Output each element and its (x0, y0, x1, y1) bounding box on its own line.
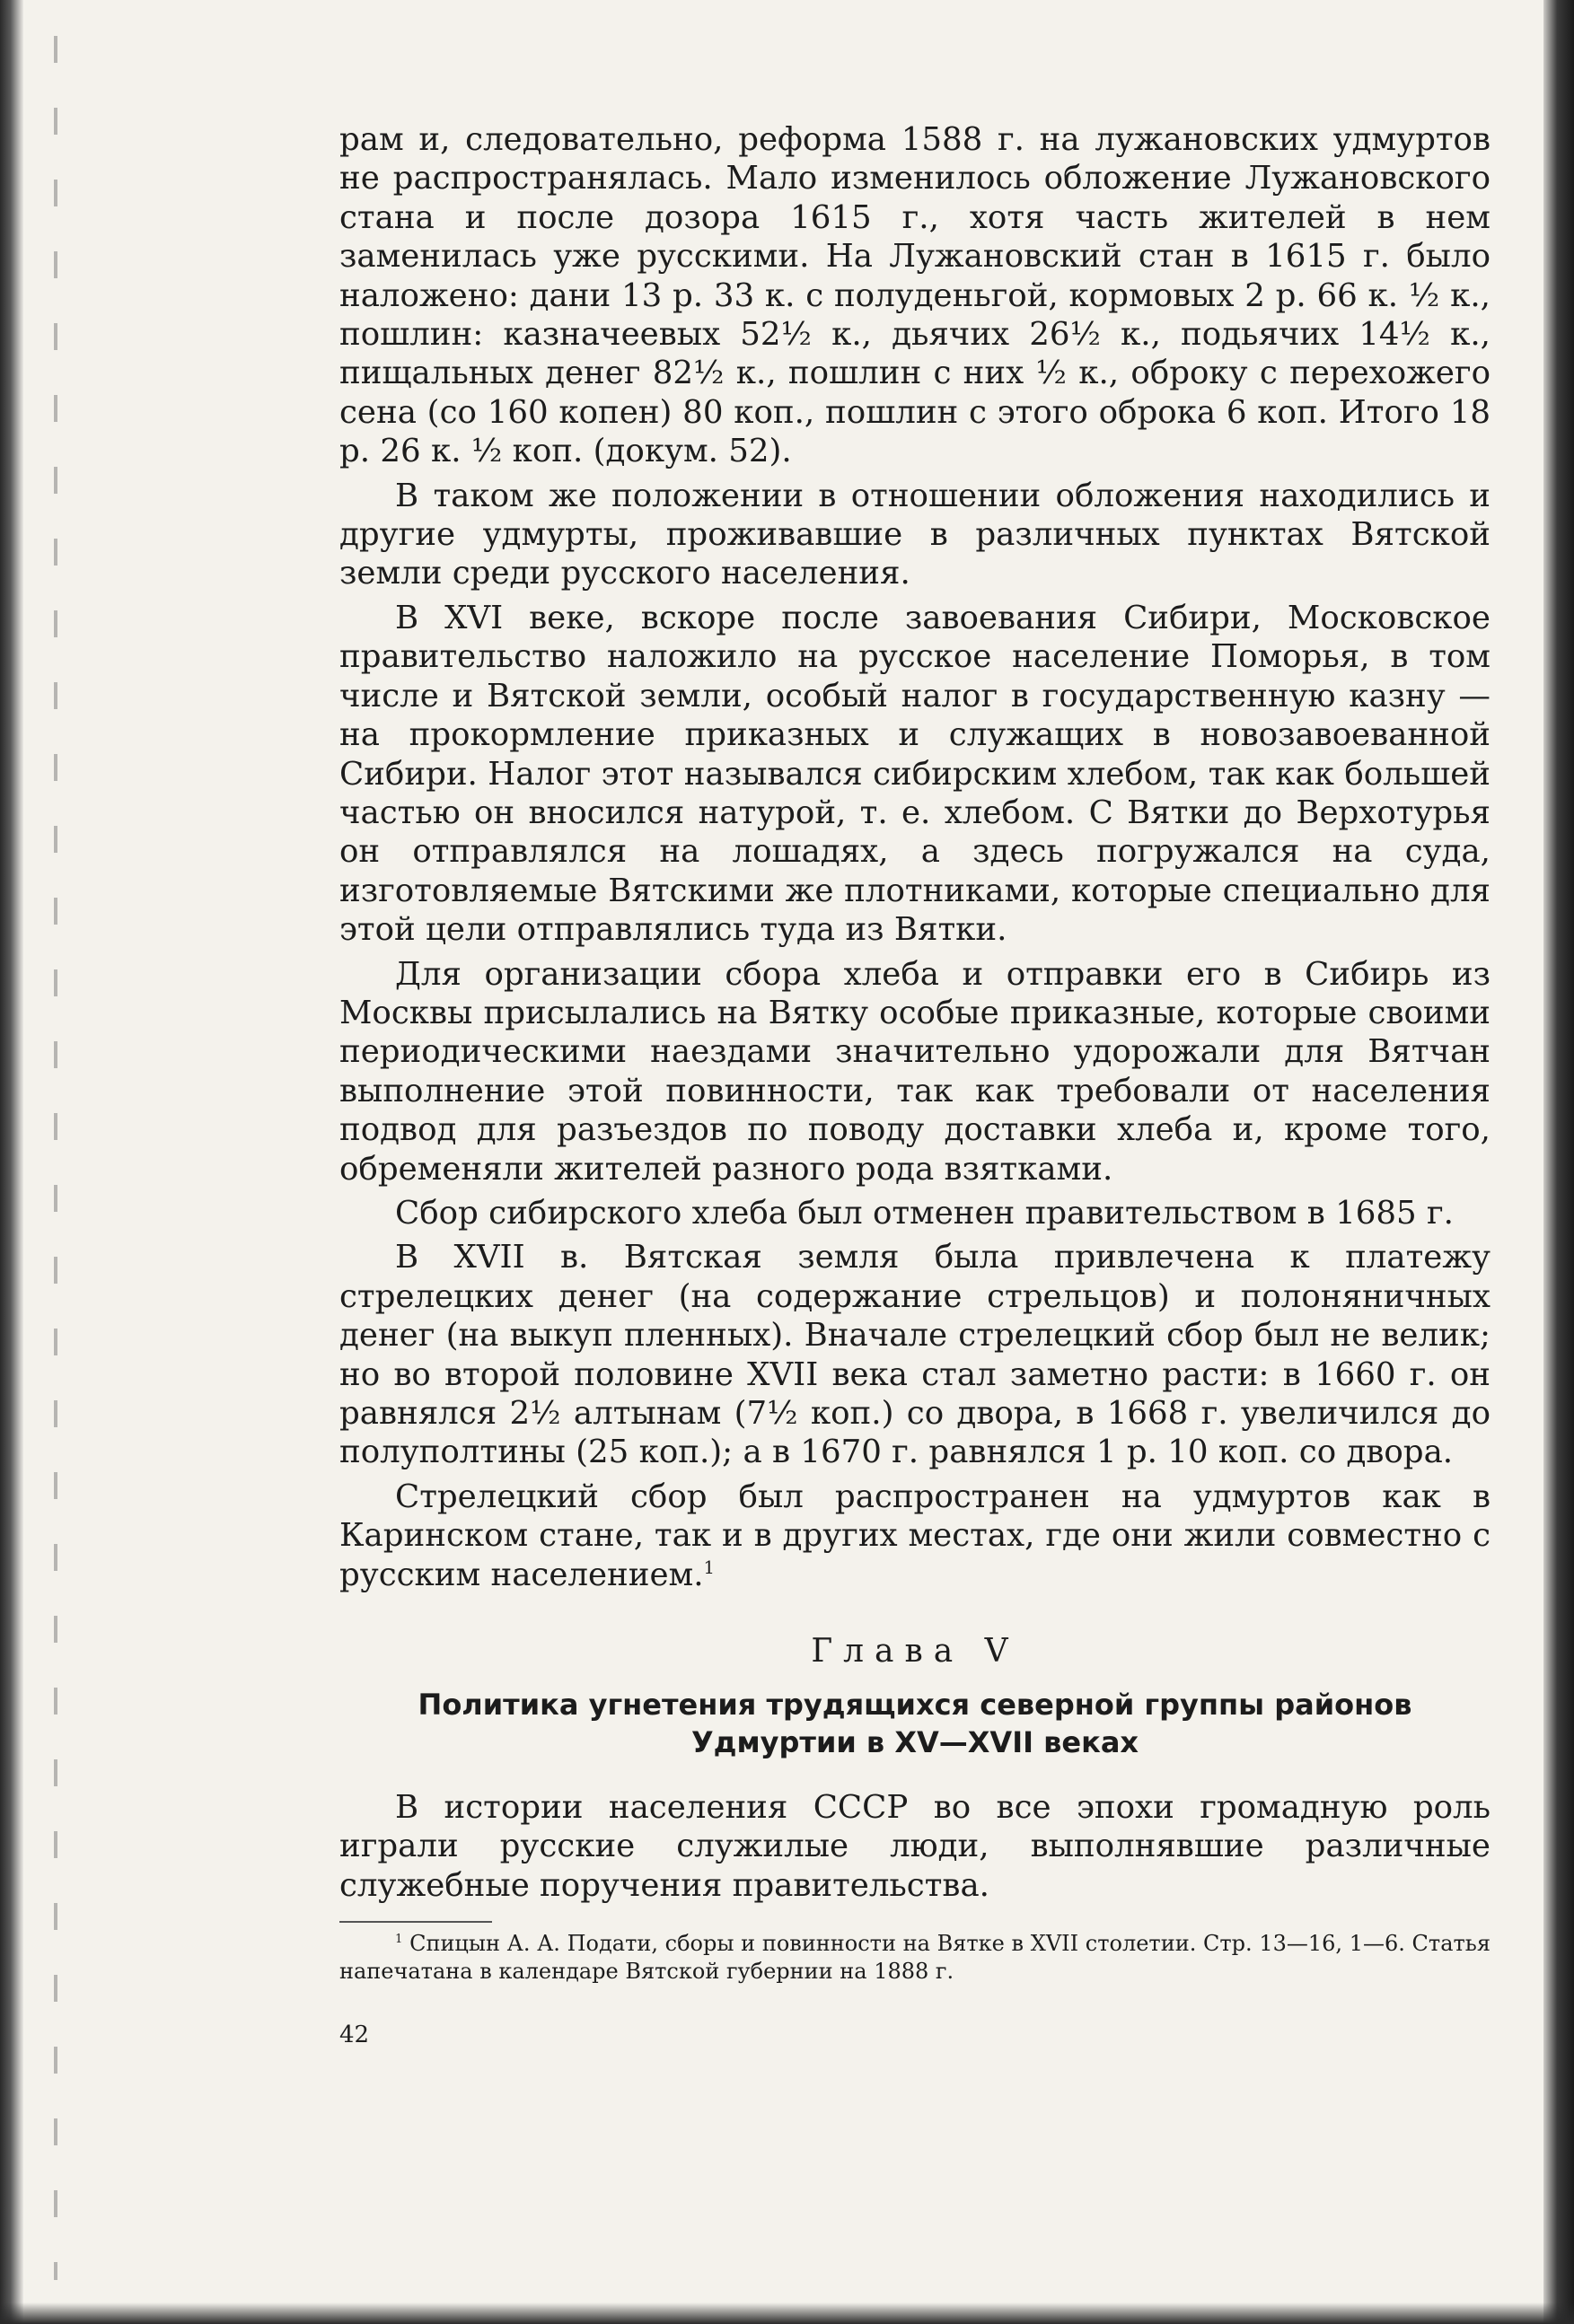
scan-edge-left (0, 0, 23, 2324)
paragraph-lujanovsky-stan: рам и, следовательно, реформа 1588 г. на лужановских удмуртов не распространялась. Мало изменилось обложение Лужановского стана и после дозора 1615 г., хотя часть жителей в нем заменилась уже русскими. На Лужановский стан в 1615 г. было наложено: дани 13 р. 33 к. с полуденьгой, кормовых 2 р. 66 к. ½ к., пошлин: казначеевых 52½ к., дьячих 26½ к., подьячих 14½ к., пищальных денег 82½ к., пошлин с них ½ к., оброку с перехожего сена (со 160 копен) 80 коп., пошлин с этого оброка 6 коп. Итого 18 р. 26 к. ½ коп. (докум. 52). (339, 121, 1490, 470)
scan-artifact-stripe (54, 36, 57, 2280)
paragraph-chapter-intro: В истории населения СССР во все эпохи громадную роль играли русские служилые люди, выполнявшие различные служебные поручения правительства. (339, 1789, 1490, 1904)
scan-edge-bottom (0, 2302, 1574, 2324)
chapter-heading: Политика угнетения трудящихся северной группы районов Удмуртии в XV—XVII веках (418, 1688, 1412, 1760)
footnote-reference: 1 (703, 1557, 715, 1578)
paragraph-siberian-grain-tax: В XVI веке, вскоре после завоевания Сибири, Московское правительство наложило на русское население Поморья, в том числе и Вятской земли, особый налог в государственную казну — на прокормление приказных и служащих в новозавоеванной Сибири. Налог этот назывался сибирским хлебом, так как большей частью он вносился натурой, т. е. хлебом. С Вятки до Верхотурья он отправлялся на лошадях, а здесь погружался на суда, изготовляемые Вятскими же плотниками, которые специально для этой цели отправлялись туда из Вятки. (339, 599, 1490, 949)
chapter-title: Глава V (811, 1633, 1019, 1671)
paragraph-tax-abolished: Сбор сибирского хлеба был отменен правительством в 1685 г. (395, 1194, 1454, 1232)
paragraph-streltsy-tax-udmurts (339, 1478, 1490, 1594)
footnote (339, 1930, 1490, 1986)
footnote-text: Спицын А. А. Подати, сборы и повинности на Вятке в XVII столетии. Стр. 13—16, 1—6. Статья напечатана в календаре Вятской губернии на 1888 г. (339, 1931, 1490, 1985)
footnote-divider (339, 1921, 492, 1923)
paragraph-streltsy-money: В XVII в. Вятская земля была привлечена к платежу стрелецких денег (на содержание стрельцов) и полоняничных денег (на выкуп пленных). Вначале стрелецкий сбор был не велик; но во второй половине XVII века стал заметно расти: в 1660 г. он равнялся 2½ алтынам (7½ коп.) со двора, в 1668 г. увеличился до полуполтины (25 коп.); а в 1670 г. равнялся 1 р. 10 коп. со двора. (339, 1239, 1490, 1471)
paragraph-grain-collection: Для организации сбора хлеба и отправки его в Сибирь из Москвы присылались на Вятку особые приказные, которые своими периодическими наездами значительно удорожали для Вятчан выполнение этой повинности, так как требовали от населения подвод для разъездов по поводу доставки хлеба и, кроме того, обременяли жителей разного рода взятками. (339, 955, 1490, 1188)
paragraph-other-udmurts: В таком же положении в отношении обложения находились и другие удмурты, проживавшие в различных пунктах Вятской земли среди русского населения. (339, 477, 1490, 592)
paragraph-streltsy-tax-udmurts-text: Стрелецкий сбор был распространен на удмуртов как в Каринском стане, так и в других местах, где они жили совместно с русским населением. (339, 1478, 1490, 1593)
scan-edge-right (1543, 0, 1574, 2324)
page-number: 42 (339, 2021, 370, 2049)
footnote-marker: 1 (395, 1933, 403, 1947)
book-page (339, 120, 1490, 2048)
